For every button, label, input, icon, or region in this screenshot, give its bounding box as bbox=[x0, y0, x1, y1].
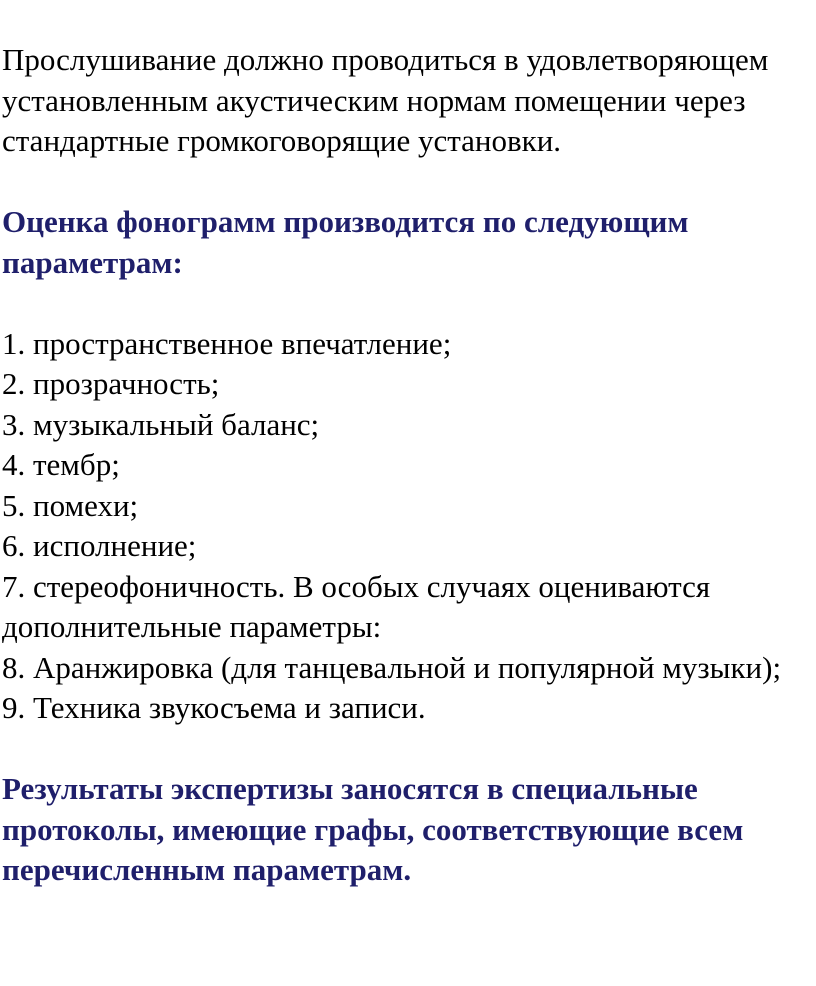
list-item: 1. пространственное впечатление; bbox=[2, 325, 452, 361]
list-item: 4. тембр; bbox=[2, 447, 120, 482]
paragraph-spacer bbox=[2, 162, 812, 203]
list-item: 6. исполнение; bbox=[2, 528, 197, 563]
criteria-heading: Оценка фонограмм производится по следующим параметрам: bbox=[2, 204, 689, 280]
list-item: 3. музыкальный баланс; bbox=[2, 406, 320, 442]
intro-paragraph: Прослушивание должно проводиться в удовлетворяющем установленным акустическим нормам помещении через стандартные громкоговорящие установки. bbox=[2, 42, 769, 158]
conclusion-paragraph: Результаты экспертизы заносятся в специальные протоколы, имеющие графы, соответствующие всем перечисленным параметрам. bbox=[2, 771, 744, 887]
list-item: 5. помехи; bbox=[2, 487, 139, 523]
paragraph-spacer bbox=[2, 729, 812, 770]
list-item: 8. Аранжировка (для танцевальной и популярной музыки); bbox=[2, 649, 782, 685]
criteria-list bbox=[2, 324, 812, 729]
paragraph-spacer bbox=[2, 283, 812, 324]
list-item: 2. прозрачность; bbox=[2, 366, 220, 401]
document-body bbox=[2, 40, 812, 891]
list-item: 7. стереофоничность. В особых случаях оцениваются дополнительные параметры: bbox=[2, 568, 711, 644]
list-item: 9. Техника звукосъема и записи. bbox=[2, 690, 426, 725]
